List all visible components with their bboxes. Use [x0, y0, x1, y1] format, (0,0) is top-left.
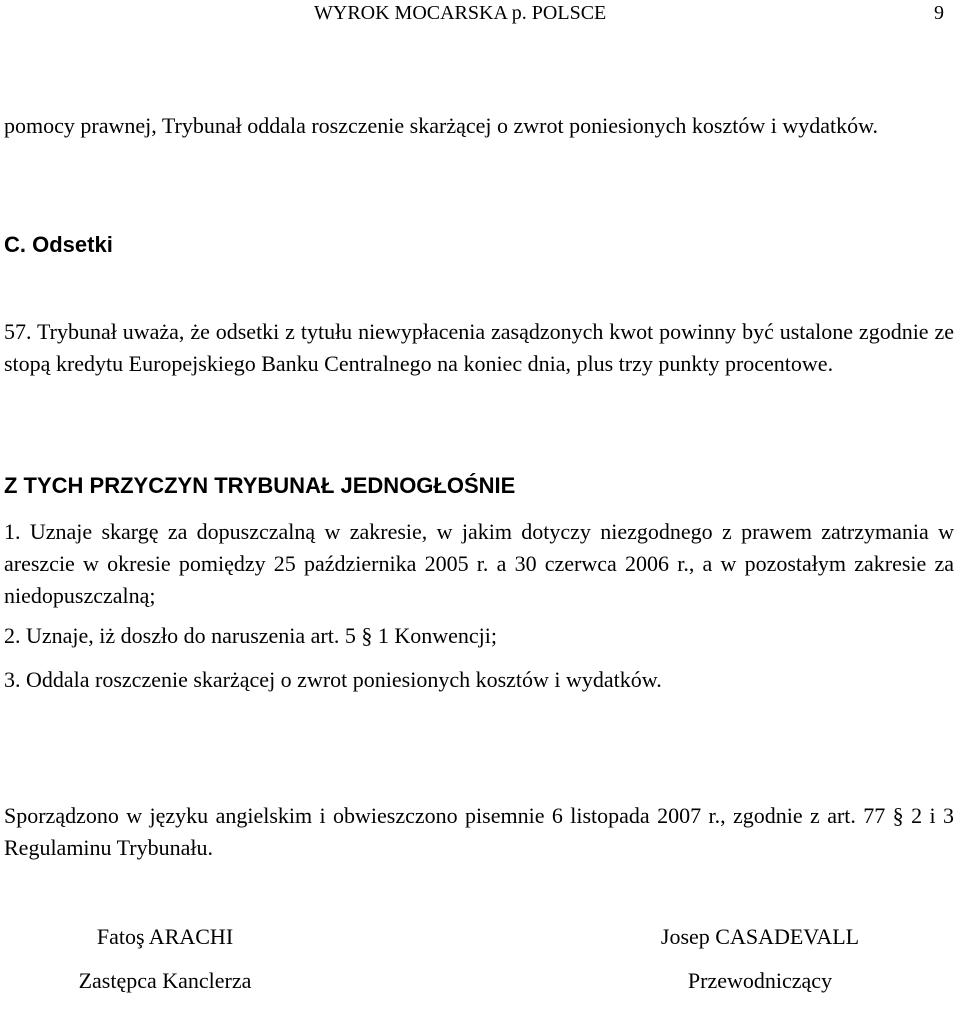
closing-statement: Sporządzono w języku angielskim i obwieszczono pisemnie 6 listopada 2007 r., zgodnie z art. 77 § 2 i 3 Regulaminu Trybunału.: [4, 803, 954, 860]
header-title: WYROK MOCARSKA p. POLSCE: [314, 2, 607, 24]
signature-left-name: Fatoş ARACHI: [96, 924, 234, 949]
ruling-2: 2. Uznaje, iż doszło do naruszenia art. 5 § 1 Konwencji;: [4, 623, 498, 648]
page-number: 9: [934, 2, 944, 24]
paragraph-57: 57. Trybunał uważa, że odsetki z tytułu niewypłacenia zasądzonych kwot powinny być ustalone zgodnie ze stopą kredytu Europejskiego Banku Centralnego na koniec dnia, plus trzy punkty procentowe.: [4, 319, 954, 376]
signature-right-title: Przewodniczący: [687, 968, 833, 993]
page-header: [0, 0, 960, 29]
section-heading-c: C. Odsetki: [4, 232, 113, 257]
verdict-heading: Z TYCH PRZYCZYN TRYBUNAŁ JEDNOGŁOŚNIE: [4, 473, 516, 498]
signature-left: [0, 921, 330, 1009]
paragraph-costs: pomocy prawnej, Trybunał oddala roszczenie skarżącej o zwrot poniesionych kosztów i wydatków.: [4, 113, 879, 138]
ruling-1: 1. Uznaje skargę za dopuszczalną w zakresie, w jakim dotyczy niezgodnego z prawem zatrzymania w areszcie w okresie pomiędzy 25 października 2005 r. a 30 czerwca 2006 r., a w pozostałym zakresie za niedopuszczalną;: [4, 519, 954, 608]
signature-left-title: Zastępca Kanclerza: [78, 968, 252, 993]
ruling-3: 3. Oddala roszczenie skarżącej o zwrot poniesionych kosztów i wydatków.: [4, 667, 662, 692]
signature-right-name: Josep CASADEVALL: [660, 924, 860, 949]
signature-right: [595, 921, 925, 1009]
